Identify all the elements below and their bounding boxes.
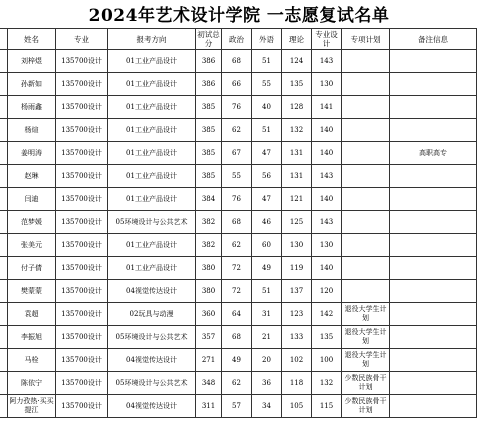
cell-total: 385 — [196, 96, 222, 119]
page-title: 2024年艺术设计学院 一志愿复试名单 — [88, 6, 390, 26]
cell-plan: 退役大学生计划 — [342, 303, 390, 326]
cell-name: 姜明涛 — [8, 142, 56, 165]
cell-theory: 118 — [282, 372, 312, 395]
row-index-cell — [0, 96, 8, 119]
cell-plan — [342, 50, 390, 73]
header-foreign: 外语 — [252, 29, 282, 50]
cell-major: 135700设计 — [56, 211, 108, 234]
cell-name: 杨雨鑫 — [8, 96, 56, 119]
cell-total: 348 — [196, 372, 222, 395]
row-index-cell — [0, 165, 8, 188]
cell-direction: 05环境设计与公共艺术 — [108, 326, 196, 349]
cell-total: 385 — [196, 165, 222, 188]
cell-major: 135700设计 — [56, 188, 108, 211]
table-row — [0, 96, 477, 119]
cell-name: 闫迪 — [8, 188, 56, 211]
header-theory: 理论 — [282, 29, 312, 50]
cell-direction: 01工业产品设计 — [108, 257, 196, 280]
row-index-cell — [0, 73, 8, 96]
table-row — [0, 211, 477, 234]
cell-note — [390, 73, 477, 96]
cell-total: 311 — [196, 395, 222, 418]
cell-politics: 72 — [222, 257, 252, 280]
cell-note — [390, 188, 477, 211]
cell-plan — [342, 73, 390, 96]
cell-plan: 退役大学生计划 — [342, 326, 390, 349]
header-row — [0, 29, 477, 50]
cell-design: 132 — [312, 372, 342, 395]
cell-note — [390, 303, 477, 326]
table-row — [0, 349, 477, 372]
table-row — [0, 50, 477, 73]
cell-total: 380 — [196, 257, 222, 280]
row-index-cell — [0, 50, 8, 73]
cell-plan: 退役大学生计划 — [342, 349, 390, 372]
cell-design: 143 — [312, 211, 342, 234]
cell-design: 140 — [312, 142, 342, 165]
cell-politics: 64 — [222, 303, 252, 326]
cell-design: 120 — [312, 280, 342, 303]
cell-design: 143 — [312, 165, 342, 188]
cell-major: 135700设计 — [56, 257, 108, 280]
cell-name: 张美元 — [8, 234, 56, 257]
cell-plan — [342, 257, 390, 280]
cell-foreign: 47 — [252, 188, 282, 211]
cell-design: 143 — [312, 50, 342, 73]
cell-foreign: 21 — [252, 326, 282, 349]
cell-direction: 05环境设计与公共艺术 — [108, 211, 196, 234]
row-index-cell — [0, 280, 8, 303]
cell-total: 271 — [196, 349, 222, 372]
cell-foreign: 47 — [252, 142, 282, 165]
cell-foreign: 55 — [252, 73, 282, 96]
cell-total: 385 — [196, 142, 222, 165]
cell-theory: 123 — [282, 303, 312, 326]
cell-design: 141 — [312, 96, 342, 119]
header-total: 初试总分 — [197, 30, 220, 48]
cell-direction: 01工业产品设计 — [108, 96, 196, 119]
cell-note — [390, 211, 477, 234]
cell-theory: 124 — [282, 50, 312, 73]
table-row — [0, 303, 477, 326]
cell-major: 135700设计 — [56, 303, 108, 326]
cell-major: 135700设计 — [56, 395, 108, 418]
header-note: 备注信息 — [390, 29, 477, 50]
cell-theory: 121 — [282, 188, 312, 211]
cell-direction: 04视觉传达设计 — [108, 280, 196, 303]
cell-politics: 49 — [222, 349, 252, 372]
cell-note — [390, 257, 477, 280]
cell-design: 115 — [312, 395, 342, 418]
cell-total: 382 — [196, 211, 222, 234]
cell-plan: 少数民族骨干计划 — [342, 395, 390, 418]
cell-theory: 102 — [282, 349, 312, 372]
cell-major: 135700设计 — [56, 142, 108, 165]
cell-politics: 68 — [222, 50, 252, 73]
cell-total: 380 — [196, 280, 222, 303]
cell-total: 357 — [196, 326, 222, 349]
cell-note — [390, 50, 477, 73]
row-index-cell — [0, 211, 8, 234]
cell-plan — [342, 188, 390, 211]
cell-total: 360 — [196, 303, 222, 326]
cell-design: 130 — [312, 234, 342, 257]
header-major: 专业 — [56, 29, 108, 50]
cell-note — [390, 372, 477, 395]
row-index-cell — [0, 257, 8, 280]
cell-politics: 68 — [222, 211, 252, 234]
header-politics: 政治 — [222, 29, 252, 50]
cell-total: 384 — [196, 188, 222, 211]
cell-plan — [342, 211, 390, 234]
cell-direction: 01工业产品设计 — [108, 165, 196, 188]
table-body — [0, 50, 477, 418]
cell-plan: 少数民族骨干计划 — [342, 372, 390, 395]
row-index-cell — [0, 395, 8, 418]
cell-note — [390, 234, 477, 257]
header-design: 专业设计 — [312, 29, 342, 50]
row-index-cell — [0, 188, 8, 211]
index-header — [0, 29, 8, 50]
cell-foreign: 51 — [252, 50, 282, 73]
cell-theory: 131 — [282, 142, 312, 165]
cell-foreign: 51 — [252, 119, 282, 142]
cell-foreign: 34 — [252, 395, 282, 418]
header-direction: 报考方向 — [108, 29, 196, 50]
cell-major: 135700设计 — [56, 165, 108, 188]
cell-name: 孙新如 — [8, 73, 56, 96]
cell-direction: 02玩具与动漫 — [108, 303, 196, 326]
cell-politics: 66 — [222, 73, 252, 96]
cell-foreign: 60 — [252, 234, 282, 257]
cell-name: 樊蒙蒙 — [8, 280, 56, 303]
cell-politics: 68 — [222, 326, 252, 349]
cell-politics: 62 — [222, 119, 252, 142]
cell-plan — [342, 96, 390, 119]
cell-politics: 76 — [222, 96, 252, 119]
cell-politics: 62 — [222, 234, 252, 257]
cell-major: 135700设计 — [56, 372, 108, 395]
cell-total: 386 — [196, 50, 222, 73]
cell-plan — [342, 119, 390, 142]
cell-politics: 76 — [222, 188, 252, 211]
cell-name: 刘梓煜 — [8, 50, 56, 73]
cell-politics: 67 — [222, 142, 252, 165]
table-row — [0, 188, 477, 211]
cell-plan — [342, 165, 390, 188]
cell-theory: 119 — [282, 257, 312, 280]
cell-name: 赵琳 — [8, 165, 56, 188]
header-name: 姓名 — [8, 29, 56, 50]
cell-politics: 57 — [222, 395, 252, 418]
table-row — [0, 372, 477, 395]
cell-total: 382 — [196, 234, 222, 257]
row-index-cell — [0, 349, 8, 372]
cell-note — [390, 395, 477, 418]
table-row — [0, 395, 477, 418]
cell-note — [390, 326, 477, 349]
cell-note: 高职高专 — [390, 142, 477, 165]
cell-politics: 62 — [222, 372, 252, 395]
cell-major: 135700设计 — [56, 234, 108, 257]
row-index-cell — [0, 234, 8, 257]
cell-politics: 72 — [222, 280, 252, 303]
cell-direction: 04视觉传达设计 — [108, 395, 196, 418]
cell-note — [390, 349, 477, 372]
row-index-cell — [0, 326, 8, 349]
cell-name: 陈依宁 — [8, 372, 56, 395]
cell-foreign: 31 — [252, 303, 282, 326]
cell-theory: 128 — [282, 96, 312, 119]
row-index-cell — [0, 119, 8, 142]
cell-design: 140 — [312, 188, 342, 211]
cell-theory: 135 — [282, 73, 312, 96]
cell-name: 杨煊 — [8, 119, 56, 142]
table-row — [0, 119, 477, 142]
cell-foreign: 40 — [252, 96, 282, 119]
cell-theory: 125 — [282, 211, 312, 234]
table-row — [0, 165, 477, 188]
cell-direction: 01工业产品设计 — [108, 188, 196, 211]
cell-direction: 01工业产品设计 — [108, 234, 196, 257]
cell-design: 100 — [312, 349, 342, 372]
cell-major: 135700设计 — [56, 349, 108, 372]
cell-name: 李振旭 — [8, 326, 56, 349]
cell-major: 135700设计 — [56, 326, 108, 349]
cell-design: 140 — [312, 257, 342, 280]
cell-plan — [342, 142, 390, 165]
cell-total: 386 — [196, 73, 222, 96]
applicant-table — [0, 28, 477, 418]
cell-name: 阿力孜热·买买提江 — [8, 395, 56, 418]
table-row — [0, 73, 477, 96]
cell-note — [390, 96, 477, 119]
cell-politics: 55 — [222, 165, 252, 188]
cell-foreign: 51 — [252, 280, 282, 303]
cell-theory: 133 — [282, 326, 312, 349]
cell-theory: 137 — [282, 280, 312, 303]
row-index-cell — [0, 303, 8, 326]
cell-foreign: 20 — [252, 349, 282, 372]
table-row — [0, 142, 477, 165]
cell-direction: 01工业产品设计 — [108, 50, 196, 73]
cell-name: 马栓 — [8, 349, 56, 372]
cell-direction: 01工业产品设计 — [108, 73, 196, 96]
row-index-cell — [0, 372, 8, 395]
cell-design: 130 — [312, 73, 342, 96]
cell-direction: 01工业产品设计 — [108, 142, 196, 165]
cell-note — [390, 165, 477, 188]
cell-theory: 130 — [282, 234, 312, 257]
cell-design: 140 — [312, 119, 342, 142]
cell-foreign: 46 — [252, 211, 282, 234]
cell-design: 142 — [312, 303, 342, 326]
cell-note — [390, 119, 477, 142]
cell-direction: 01工业产品设计 — [108, 119, 196, 142]
cell-direction: 04视觉传达设计 — [108, 349, 196, 372]
table-row — [0, 257, 477, 280]
cell-major: 135700设计 — [56, 280, 108, 303]
table-row — [0, 326, 477, 349]
table-row — [0, 280, 477, 303]
cell-total: 385 — [196, 119, 222, 142]
row-index-cell — [0, 142, 8, 165]
cell-direction: 05环境设计与公共艺术 — [108, 372, 196, 395]
cell-theory: 105 — [282, 395, 312, 418]
cell-note — [390, 280, 477, 303]
cell-theory: 131 — [282, 165, 312, 188]
cell-major: 135700设计 — [56, 73, 108, 96]
cell-foreign: 56 — [252, 165, 282, 188]
cell-foreign: 36 — [252, 372, 282, 395]
cell-name: 袁超 — [8, 303, 56, 326]
cell-major: 135700设计 — [56, 119, 108, 142]
cell-foreign: 49 — [252, 257, 282, 280]
cell-major: 135700设计 — [56, 50, 108, 73]
cell-design: 135 — [312, 326, 342, 349]
cell-name: 范梦媛 — [8, 211, 56, 234]
header-plan: 专项计划 — [342, 29, 390, 50]
cell-plan — [342, 234, 390, 257]
cell-plan — [342, 280, 390, 303]
cell-major: 135700设计 — [56, 96, 108, 119]
cell-name: 付子倩 — [8, 257, 56, 280]
table-row — [0, 234, 477, 257]
cell-theory: 132 — [282, 119, 312, 142]
